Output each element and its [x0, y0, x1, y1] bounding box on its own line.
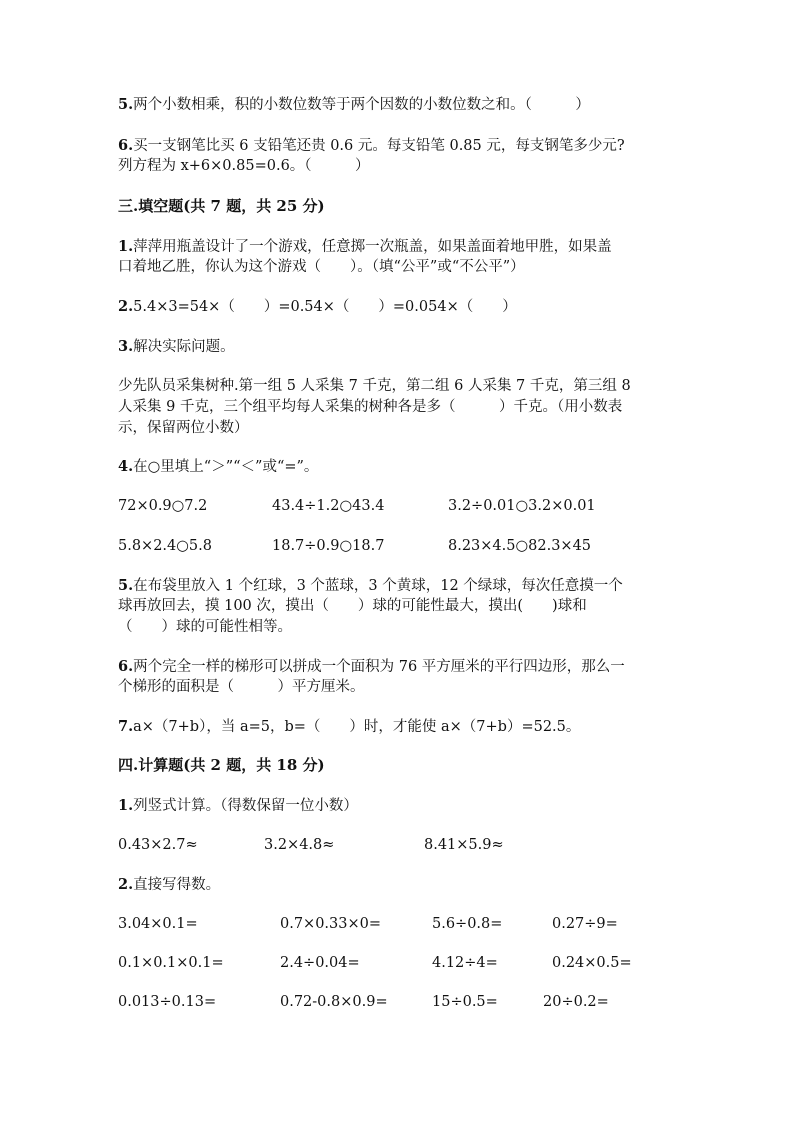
question-number: 6. — [118, 658, 134, 675]
question-text: 两个小数相乘，积的小数位数等于两个因数的小数位数之和。（ ） — [133, 97, 590, 113]
section-4-title: 四.计算题(共 2 题，共 18 分) — [118, 756, 325, 774]
fill-q1-line1 — [118, 236, 612, 258]
question-text: 在布袋里放入 1 个红球，3 个蓝球，3 个黄球，12 个绿球，每次任意摸一个 — [133, 578, 623, 594]
calc-item: 0.1×0.1×0.1= — [118, 955, 224, 971]
compare-item: 18.7÷0.9○18.7 — [272, 538, 385, 554]
question-text: 在○里填上“＞”“＜”或“=”。 — [133, 459, 319, 475]
calc-item: 20÷0.2= — [543, 994, 609, 1010]
question-number: 2. — [118, 876, 134, 893]
fill-q7 — [118, 716, 580, 738]
question-number: 1. — [118, 238, 134, 255]
calc-q1 — [118, 795, 358, 817]
compare-item: 72×0.9○7.2 — [118, 498, 208, 514]
judge-q6-line2: 列方程为 x+6×0.85=0.6。（ ） — [118, 158, 370, 174]
compare-item: 5.8×2.4○5.8 — [118, 538, 212, 554]
fill-q3-para-line1: 少先队员采集树种.第一组 5 人采集 7 千克，第二组 6 人采集 7 千克，第三组 8 — [118, 378, 631, 394]
calc-item: 4.12÷4= — [432, 955, 498, 971]
fill-q1-line2: 口着地乙胜，你认为这个游戏（ ）。（填“公平”或“不公平”） — [118, 259, 525, 275]
judge-q6-line1 — [118, 135, 625, 157]
fill-q5-line1 — [118, 575, 623, 597]
compare-item: 43.4÷1.2○43.4 — [272, 498, 385, 514]
question-text: 解决实际问题。 — [133, 339, 235, 355]
fill-q3-para-line2: 人采集 9 千克，三个组平均每人采集的树种各是多（ ）千克。（用小数表 — [118, 399, 623, 415]
compare-item: 3.2÷0.01○3.2×0.01 — [448, 498, 596, 514]
question-text: 列竖式计算。（得数保留一位小数） — [133, 798, 358, 814]
question-number: 2. — [118, 298, 134, 315]
fill-q4 — [118, 456, 318, 478]
calc-item: 0.24×0.5= — [552, 955, 632, 971]
fill-q6-line2: 个梯形的面积是（ ）平方厘米。 — [118, 679, 365, 695]
question-number: 3. — [118, 338, 134, 355]
question-text: 直接写得数。 — [133, 877, 221, 893]
question-text: 萍萍用瓶盖设计了一个游戏，任意掷一次瓶盖，如果盖面着地甲胜，如果盖 — [133, 239, 612, 255]
judge-q5 — [118, 94, 590, 116]
fill-q3 — [118, 336, 235, 358]
compare-item: 8.23×4.5○82.3×45 — [448, 538, 592, 554]
calc-item: 0.7×0.33×0= — [280, 916, 382, 932]
calc-item: 3.2×4.8≈ — [264, 837, 335, 853]
question-number: 1. — [118, 797, 134, 814]
calc-item: 0.43×2.7≈ — [118, 837, 198, 853]
calc-item: 15÷0.5= — [432, 994, 498, 1010]
calc-q2 — [118, 874, 220, 896]
question-number: 5. — [118, 96, 134, 113]
question-number: 6. — [118, 137, 134, 154]
fill-q5-line3: （ ）球的可能性相等。 — [118, 619, 292, 635]
question-text: 两个完全一样的梯形可以拼成一个面积为 76 平方厘米的平行四边形，那么一 — [133, 659, 625, 675]
calc-item: 3.04×0.1= — [118, 916, 198, 932]
calc-item: 8.41×5.9≈ — [424, 837, 504, 853]
question-number: 4. — [118, 458, 134, 475]
calc-item: 0.27÷9= — [552, 916, 618, 932]
question-text: 买一支钢笔比买 6 支铅笔还贵 0.6 元。每支铅笔 0.85 元，每支钢笔多少元? — [133, 138, 625, 154]
calc-item: 2.4÷0.04= — [280, 955, 360, 971]
question-text: a×（7+b），当 a=5，b=（ ）时，才能使 a×（7+b）=52.5。 — [133, 719, 581, 735]
section-3-title: 三.填空题(共 7 题，共 25 分) — [118, 197, 325, 215]
fill-q5-line2: 球再放回去，摸 100 次，摸出（ ）球的可能性最大，摸出( )球和 — [118, 598, 587, 614]
calc-item: 0.72-0.8×0.9= — [280, 994, 388, 1010]
fill-q2 — [118, 296, 517, 318]
question-text: 5.4×3=54×（ ）=0.54×（ ）=0.054×（ ） — [133, 299, 517, 315]
question-number: 7. — [118, 718, 134, 735]
calc-item: 0.013÷0.13= — [118, 994, 217, 1010]
fill-q6-line1 — [118, 656, 625, 678]
calc-item: 5.6÷0.8= — [432, 916, 503, 932]
question-number: 5. — [118, 577, 134, 594]
fill-q3-para-line3: 示，保留两位小数） — [118, 420, 249, 436]
